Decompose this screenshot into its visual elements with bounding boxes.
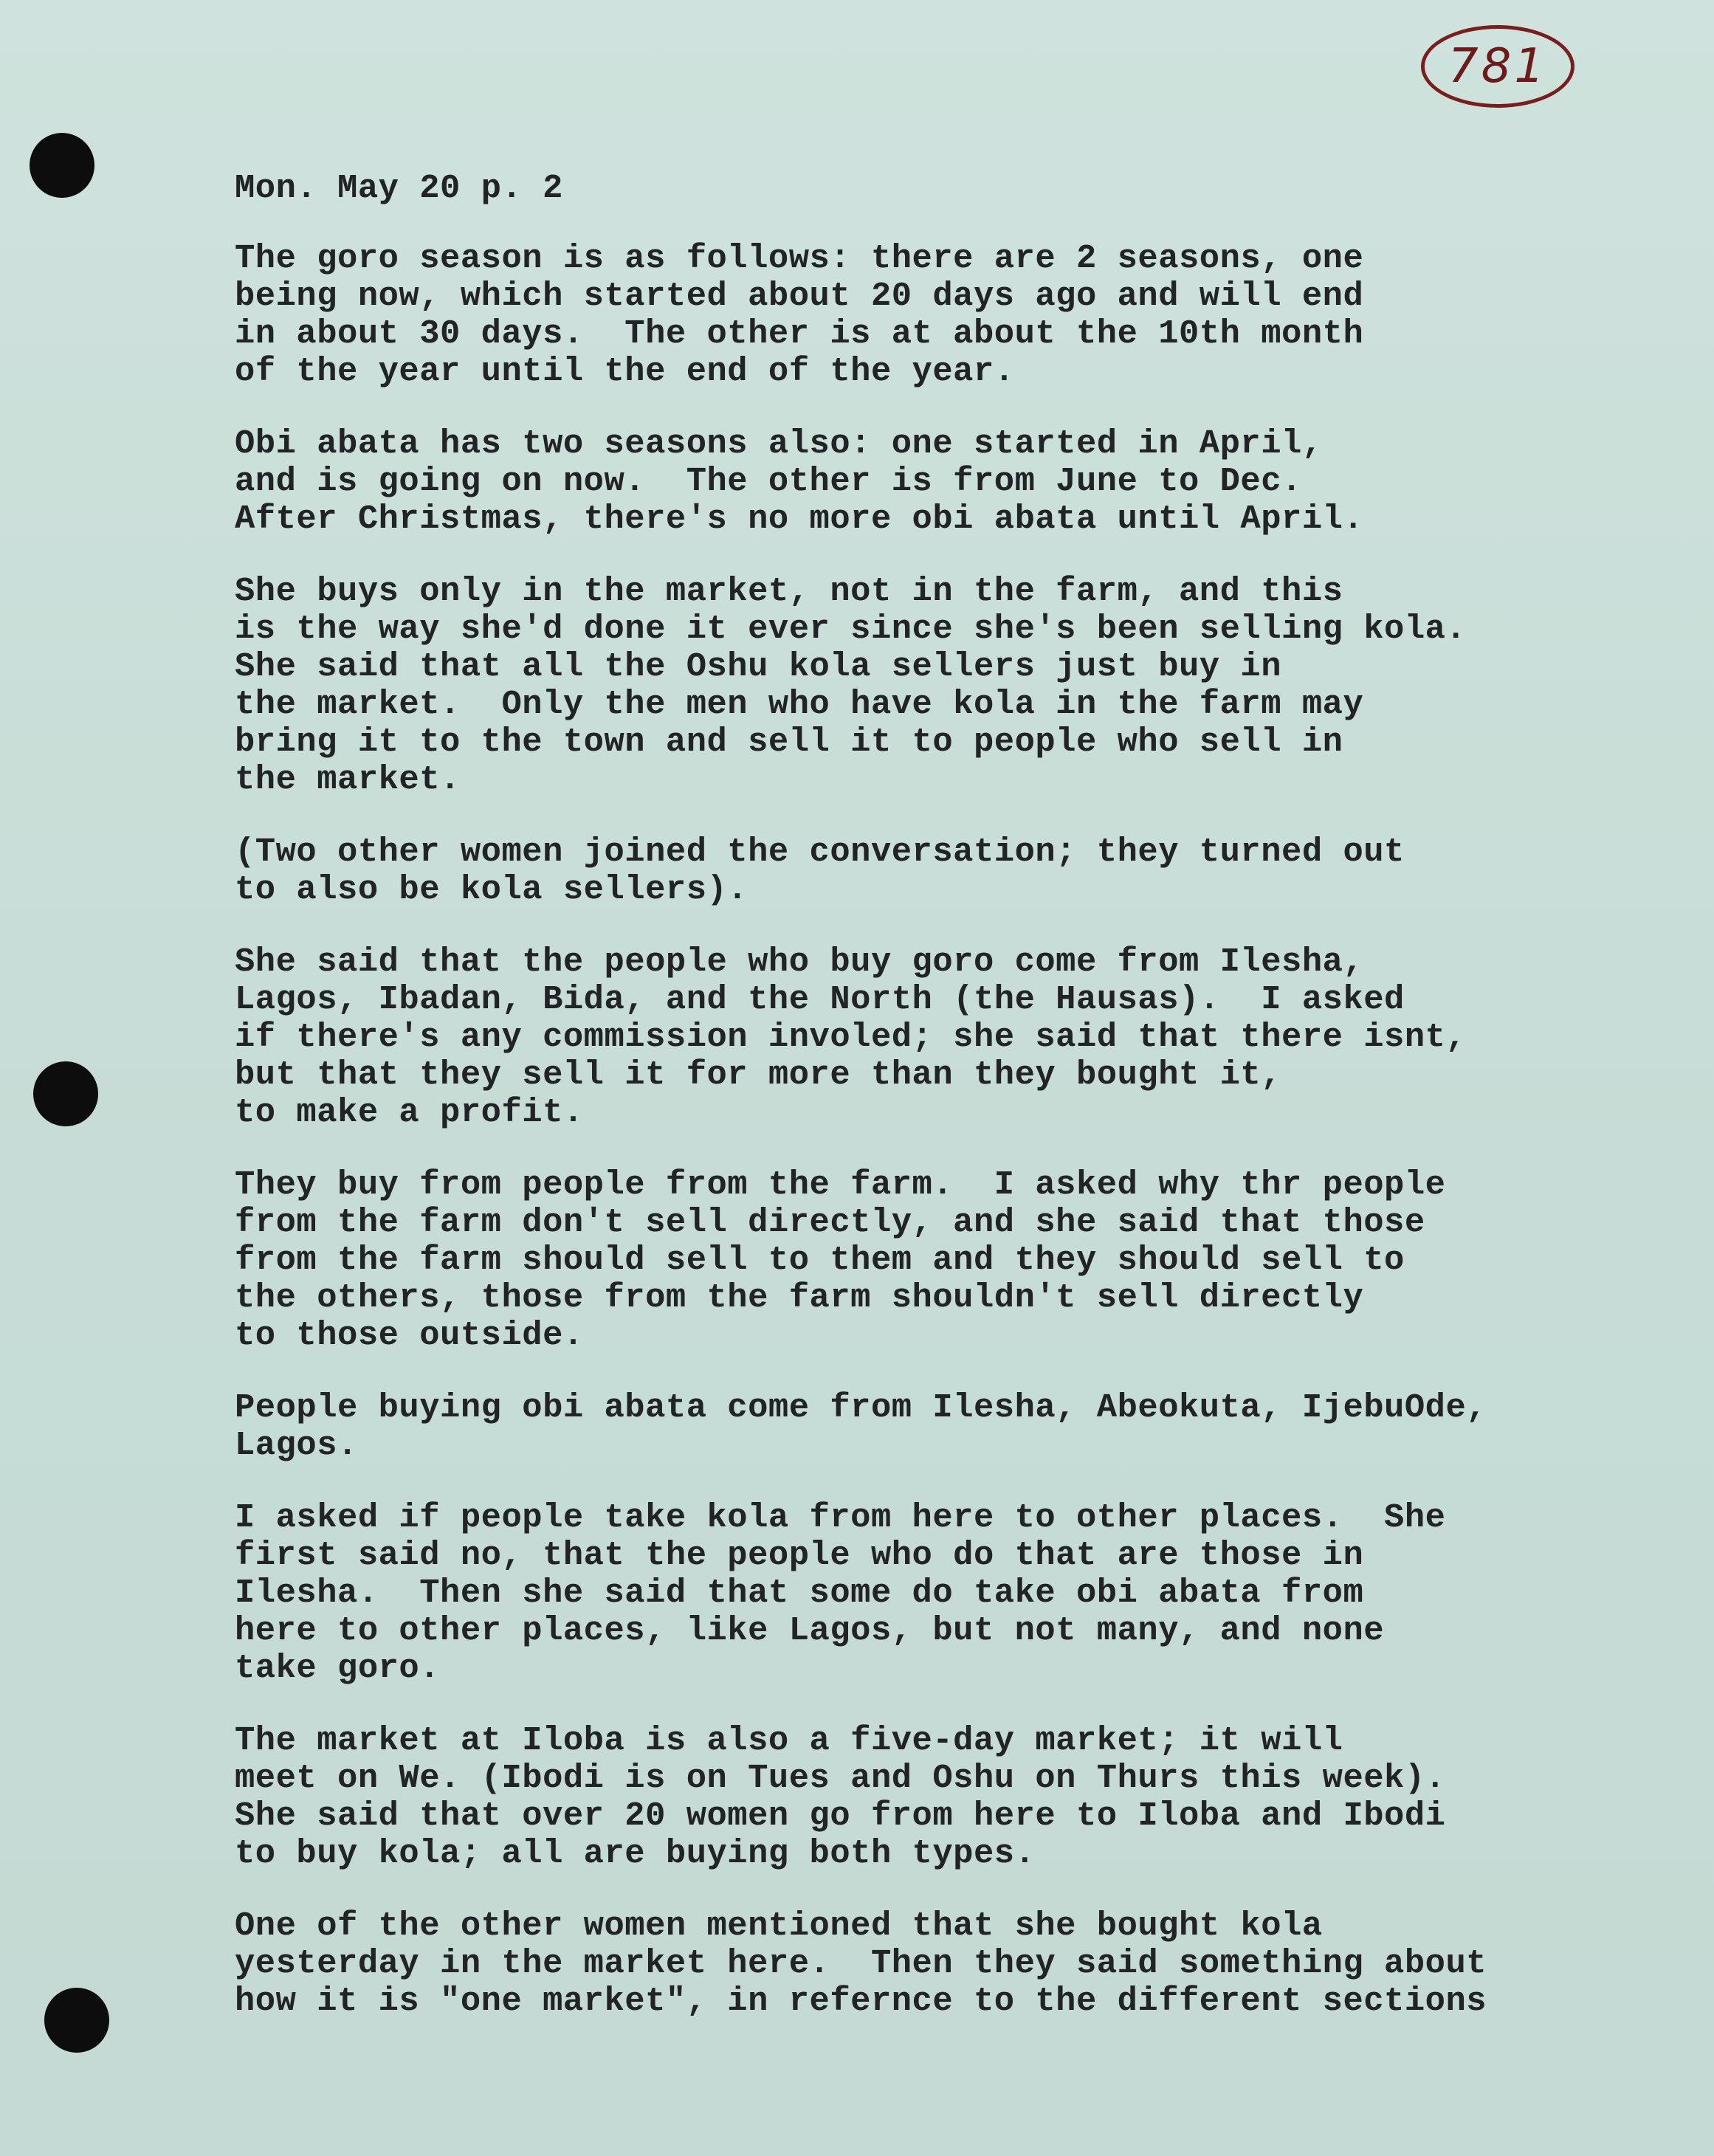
text-line: Lagos, Ibadan, Bida, and the North (the Hausas). I asked <box>235 980 1405 1019</box>
paragraph-obi-abata-buyers <box>235 1389 1667 1464</box>
text-line: from the farm should sell to them and they should sell to <box>235 1241 1405 1279</box>
text-line: She buys only in the market, not in the farm, and this <box>235 572 1343 610</box>
paragraph-kola-transport <box>235 1499 1667 1687</box>
text-line: and is going on now. The other is from June to Dec. <box>235 462 1302 500</box>
paragraph-other-women <box>235 833 1667 909</box>
punch-hole <box>44 1988 109 2053</box>
text-line: take goro. <box>235 1649 441 1687</box>
text-line: Lagos. <box>235 1426 358 1464</box>
paragraph-buying-market <box>235 573 1667 799</box>
text-line: She said that over 20 women go from here to Iloba and Ibodi <box>235 1797 1446 1835</box>
text-line: to those outside. <box>235 1316 584 1354</box>
text-line: first said no, that the people who do that are those in <box>235 1536 1364 1574</box>
text-line: but that they sell it for more than they bought it, <box>235 1055 1282 1094</box>
page-number-stamp: 781 <box>1421 25 1574 108</box>
paragraph-farm-selling <box>235 1166 1667 1354</box>
paragraph-one-market <box>235 1907 1667 2020</box>
text-line: She said that the people who buy goro come from Ilesha, <box>235 943 1364 981</box>
page-header: Mon. May 20 p. 2 <box>235 169 563 207</box>
paragraph-goro-buyers <box>235 943 1667 1132</box>
text-line: to buy kola; all are buying both types. <box>235 1834 1036 1873</box>
paragraph-goro-season <box>235 240 1667 390</box>
text-line: to make a profit. <box>235 1093 584 1132</box>
text-line: Ilesha. Then she said that some do take obi abata from <box>235 1574 1364 1612</box>
text-line: People buying obi abata come from Ilesha, Abeokuta, IjebuOde, <box>235 1388 1487 1427</box>
text-line: if there's any commission involed; she said that there isnt, <box>235 1018 1467 1056</box>
text-line: the market. Only the men who have kola in the farm may <box>235 685 1364 723</box>
text-line: One of the other women mentioned that she bought kola <box>235 1907 1323 1945</box>
text-line: yesterday in the market here. Then they said something about <box>235 1944 1487 1983</box>
text-line: Obi abata has two seasons also: one started in April, <box>235 424 1323 463</box>
text-line: The goro season is as follows: there are 2 seasons, one <box>235 239 1364 278</box>
paragraph-obi-abata-seasons <box>235 425 1667 538</box>
text-line: in about 30 days. The other is at about the 10th month <box>235 314 1364 353</box>
punch-hole <box>30 133 94 198</box>
punch-hole <box>33 1061 98 1126</box>
text-line: (Two other women joined the conversation; they turned out <box>235 833 1405 871</box>
text-line: from the farm don't sell directly, and she said that those <box>235 1203 1425 1241</box>
text-line: They buy from people from the farm. I asked why thr people <box>235 1165 1446 1204</box>
text-line: how it is "one market", in refernce to the different sections <box>235 1982 1487 2020</box>
text-line: bring it to the town and sell it to people who sell in <box>235 723 1343 761</box>
text-line: is the way she'd done it ever since she's been selling kola. <box>235 610 1467 648</box>
text-line: meet on We. (Ibodi is on Tues and Oshu on Thurs this week). <box>235 1759 1446 1797</box>
text-line: I asked if people take kola from here to other places. She <box>235 1498 1446 1537</box>
text-line: the others, those from the farm shouldn't sell directly <box>235 1278 1364 1317</box>
text-line: to also be kola sellers). <box>235 870 748 909</box>
text-line: The market at Iloba is also a five-day market; it will <box>235 1721 1343 1760</box>
text-line: the market. <box>235 760 461 799</box>
text-line: here to other places, like Lagos, but not many, and none <box>235 1611 1385 1650</box>
text-line: After Christmas, there's no more obi abata until April. <box>235 500 1364 538</box>
paragraph-iloba-market <box>235 1722 1667 1873</box>
text-line: She said that all the Oshu kola sellers just buy in <box>235 647 1282 686</box>
typed-notes <box>235 170 1667 2055</box>
text-line: being now, which started about 20 days ago and will end <box>235 277 1364 315</box>
text-line: of the year until the end of the year. <box>235 352 1015 390</box>
